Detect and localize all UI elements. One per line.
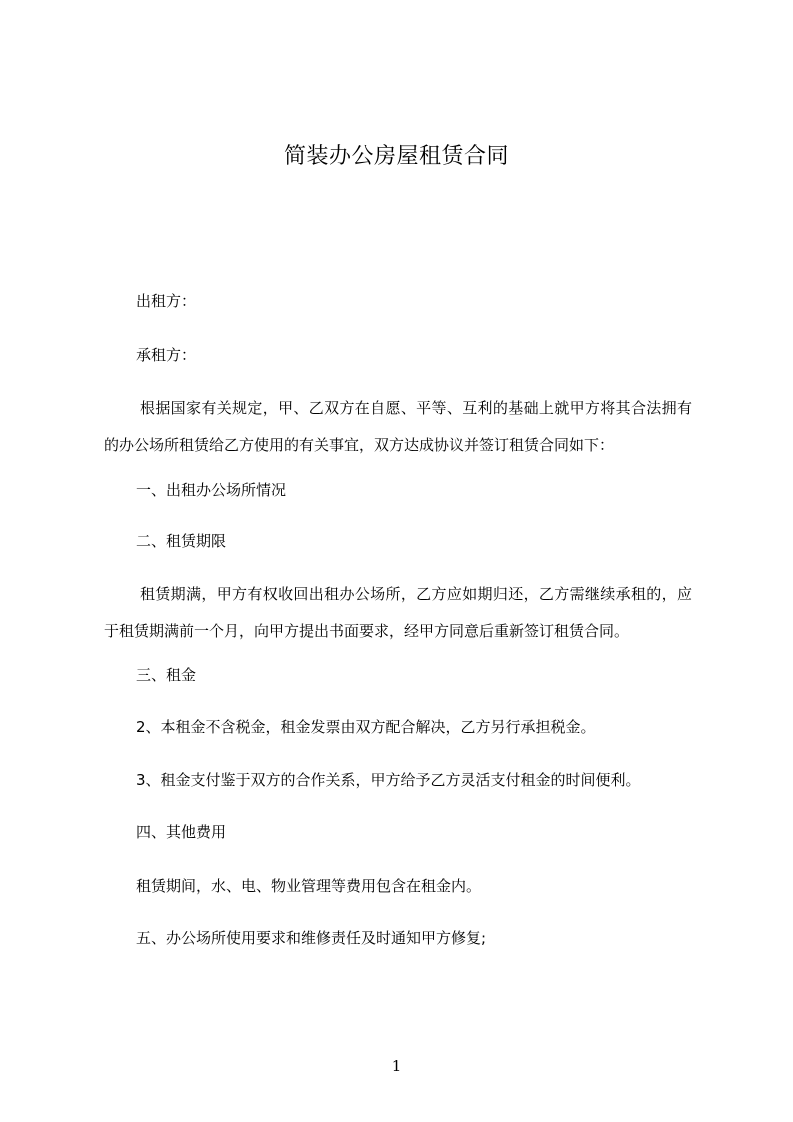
document-title: 简装办公房屋租赁合同 (283, 144, 509, 169)
section-2-paragraph: 租赁期满，甲方有权收回出租办公场所，乙方应如期归还，乙方需继续承租的，应于租赁期满前一个月，向甲方提出书面要求，经甲方同意后重新签订租赁合同。 (104, 585, 692, 640)
section-5-heading: 五、办公场所使用要求和维修责任及时通知甲方修复; (136, 929, 487, 947)
section-4-heading: 四、其他费用 (136, 823, 227, 841)
section-2-heading: 二、租赁期限 (136, 532, 227, 550)
lessor-label: 出租方： (136, 292, 197, 310)
page-number: 1 (391, 1057, 402, 1075)
section-1-heading: 一、出租办公场所情况 (136, 481, 287, 499)
section-3-heading: 三、租金 (136, 666, 197, 684)
section-3-item-2: 2、本租金不含税金，租金发票由双方配合解决，乙方另行承担税金。 (136, 718, 596, 736)
lessee-label: 承租方： (136, 346, 197, 364)
section-4-text: 租赁期间，水、电、物业管理等费用包含在租金内。 (136, 877, 482, 895)
intro-paragraph: 根据国家有关规定，甲、乙双方在自愿、平等、互利的基础上就甲方将其合法拥有的办公场所租赁给乙方使用的有关事宜，双方达成协议并签订租赁合同如下： (104, 399, 692, 454)
section-3-item-3: 3、租金支付鉴于双方的合作关系，甲方给予乙方灵活支付租金的时间便利。 (136, 771, 641, 789)
